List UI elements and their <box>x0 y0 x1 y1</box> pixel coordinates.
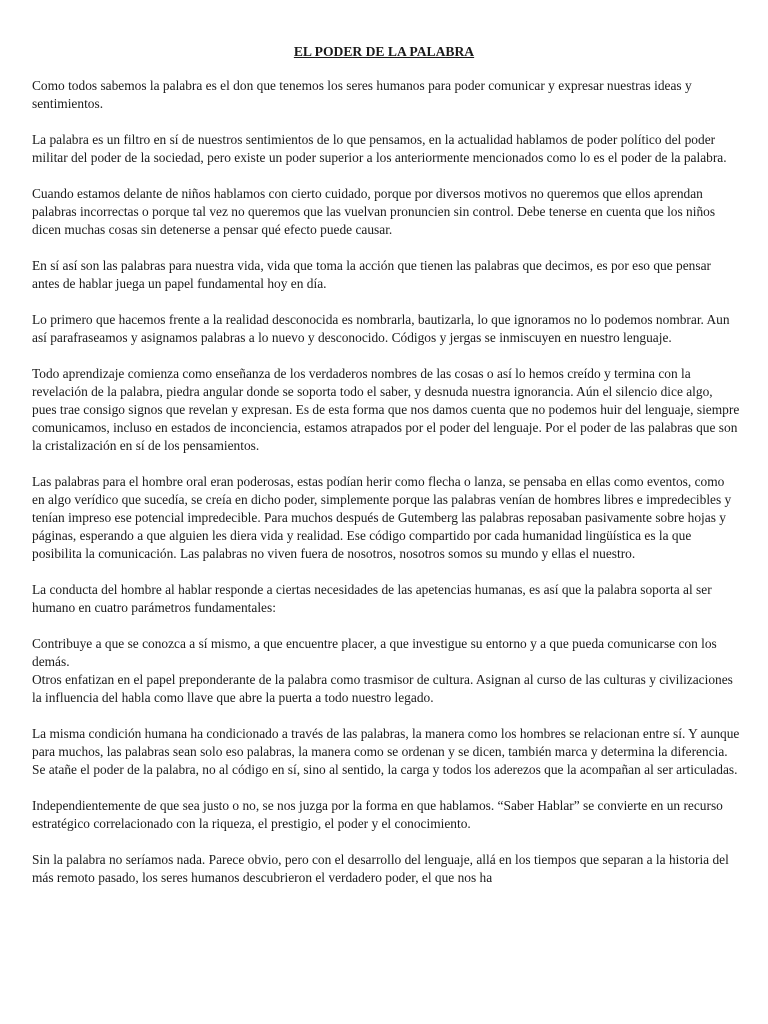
paragraph-2: La palabra es un filtro en sí de nuestros sentimientos de lo que pensamos, en la actualidad hablamos de poder político del poder militar del poder de la sociedad, pero existe un poder superior a los anteriormente mencionados como lo es el poder de la palabra. <box>32 132 727 165</box>
document-body <box>32 77 740 905</box>
paragraph-8: La conducta del hombre al hablar responde a ciertas necesidades de las apetencias humanas, es así que la palabra soporta al ser humano en cuatro parámetros fundamentales: <box>32 582 712 615</box>
paragraph-10: Otros enfatizan en el papel preponderante de la palabra como trasmisor de cultura. Asignan al curso de las culturas y civilizaciones la influencia del habla como llave que abre la puerta a todo nuestro legado. <box>32 672 733 705</box>
paragraph-9: Contribuye a que se conozca a sí mismo, a que encuentre placer, a que investigue su entorno y a que pueda comunicarse con los demás. <box>32 636 717 669</box>
paragraph-4: En sí así son las palabras para nuestra vida, vida que toma la acción que tienen las palabras que decimos, es por eso que pensar antes de hablar juega un papel fundamental hoy en día. <box>32 258 711 291</box>
paragraph-7: Las palabras para el hombre oral eran poderosas, estas podían herir como flecha o lanza, se pensaba en ellas como eventos, como en algo verídico que sucedía, se creía en dicho poder, simplemente porque las palabras venían de hombres libres e impredecibles y tenían impreso ese potencial impredecible. Para muchos después de Gutemberg las palabras reposaban pasivamente sobre hojas y páginas, esperando a que alguien les diera vida y realidad. Ese código compartido por cada humanidad lingüística es la que posibilita la comunicación. Las palabras no viven fuera de nosotros, nosotros somos su mundo y ellas el nuestro. <box>32 474 732 561</box>
paragraph-5: Lo primero que hacemos frente a la realidad desconocida es nombrarla, bautizarla, lo que ignoramos no lo podemos nombrar. Aun así parafraseamos y asignamos palabras a lo nuevo y desconocido. Códigos y jergas se inmiscuyen en nuestro lenguaje. <box>32 312 730 345</box>
paragraph-11: La misma condición humana ha condicionado a través de las palabras, la manera como los hombres se relacionan entre sí. Y aunque para muchos, las palabras sean solo eso palabras, la manera como se ordenan y se dicen, también marca y determina la diferencia. Se atañe el poder de la palabra, no al código en sí, sino al sentido, la carga y todos los aderezos que la acompañan al ser articuladas. <box>32 726 740 777</box>
paragraph-6: Todo aprendizaje comienza como enseñanza de los verdaderos nombres de las cosas o así lo hemos creído y termina con la revelación de la palabra, piedra angular donde se soporta todo el saber, y desnuda nuestra ignorancia. Aún el silencio dice algo, pues trae consigo signos que revelan y expresan. Es de esta forma que nos damos cuenta que no podemos huir del lenguaje, siempre comunicamos, incluso en estados de inconciencia, estamos atrapados por el poder del lenguaje. Por el poder de las palabras que son la cristalización en sí de los pensamientos. <box>32 366 740 453</box>
paragraph-12: Independientemente de que sea justo o no, se nos juzga por la forma en que hablamos. “Saber Hablar” se convierte en un recurso estratégico correlacionado con la riqueza, el prestigio, el poder y el conocimiento. <box>32 798 723 831</box>
paragraph-13: Sin la palabra no seríamos nada. Parece obvio, pero con el desarrollo del lenguaje, allá en los tiempos que separan a la historia del más remoto pasado, los seres humanos descubrieron el verdadero poder, el que nos ha <box>32 852 729 885</box>
document-title: EL PODER DE LA PALABRA <box>293 44 475 59</box>
paragraph-1: Como todos sabemos la palabra es el don que tenemos los seres humanos para poder comunicar y expresar nuestras ideas y sentimientos. <box>32 78 692 111</box>
paragraph-3: Cuando estamos delante de niños hablamos con cierto cuidado, porque por diversos motivos no queremos que ellos aprendan palabras incorrectas o porque tal vez no queremos que las vuelvan pronuncien sin control. Debe tenerse en cuenta que los niños dicen muchas cosas sin detenerse a pensar qué efecto puede causar. <box>32 186 716 237</box>
